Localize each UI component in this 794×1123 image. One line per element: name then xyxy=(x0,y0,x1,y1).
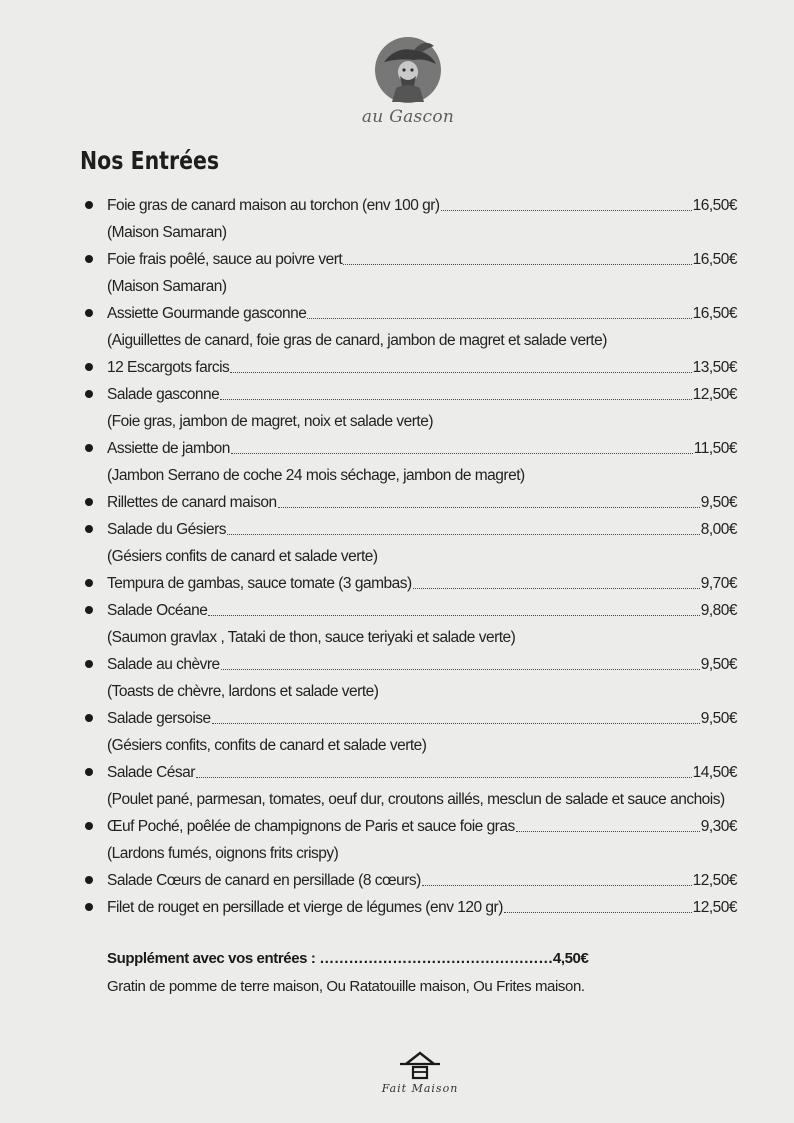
menu-item-row xyxy=(80,516,740,543)
menu-item-line xyxy=(107,354,737,381)
menu-item-price: 9,70€ xyxy=(700,574,737,592)
menu-item-line xyxy=(107,894,737,921)
menu-item-row xyxy=(80,570,740,597)
menu-item-description: (Foie gras, jambon de magret, noix et salade verte) xyxy=(107,413,434,430)
menu-item xyxy=(80,570,740,597)
menu-item-price: 12,50€ xyxy=(692,898,737,916)
menu-item xyxy=(80,705,740,759)
menu-item-name: Salade gasconne xyxy=(107,385,220,403)
bullet-icon xyxy=(85,390,93,398)
bullet-icon xyxy=(85,876,93,884)
bullet-icon xyxy=(85,714,93,722)
supplement-line xyxy=(107,950,588,967)
menu-item-line xyxy=(107,867,737,894)
logo xyxy=(356,36,460,127)
menu-item-price: 9,50€ xyxy=(700,493,737,511)
menu-item-description: (Gésiers confits, confits de canard et salade verte) xyxy=(107,737,427,754)
supplement-dots: ………………………………………… xyxy=(319,950,553,967)
menu-item xyxy=(80,381,740,435)
menu-item-name: Salade gersoise xyxy=(107,709,211,727)
menu-item-name: Assiette Gourmande gasconne xyxy=(107,304,307,322)
menu-item-description: (Saumon gravlax , Tataki de thon, sauce teriyaki et salade verte) xyxy=(107,629,516,646)
menu-item-name: Salade au chèvre xyxy=(107,655,220,673)
menu-item-price: 11,50€ xyxy=(693,439,737,457)
menu-item xyxy=(80,489,740,516)
menu-item-price: 13,50€ xyxy=(692,358,737,376)
supplement-price: 4,50€ xyxy=(552,950,589,967)
menu-item xyxy=(80,759,740,813)
dot-leader xyxy=(307,317,691,319)
menu-item-line xyxy=(107,246,737,273)
menu-item-description: (Lardons fumés, oignons frits crispy) xyxy=(107,845,339,862)
menu-item-price: 16,50€ xyxy=(692,304,737,322)
menu-item-line xyxy=(107,192,737,219)
menu-item-line xyxy=(107,570,737,597)
menu-item xyxy=(80,246,740,300)
menu-item-row xyxy=(80,651,740,678)
menu-item-line xyxy=(107,705,737,732)
menu-item-description: (Maison Samaran) xyxy=(107,224,227,241)
sides-options: Gratin de pomme de terre maison, Ou Ratatouille maison, Ou Frites maison. xyxy=(107,978,585,995)
bullet-icon xyxy=(85,903,93,911)
bullet-icon xyxy=(85,579,93,587)
menu-item-name: Foie frais poêlé, sauce au poivre vert xyxy=(107,250,343,268)
menu-item-name: Assiette de jambon xyxy=(107,439,230,457)
supplement-label: Supplément avec vos entrées : xyxy=(107,950,320,967)
dot-leader xyxy=(413,587,700,589)
menu-item-row xyxy=(80,354,740,381)
dot-leader xyxy=(221,668,700,670)
menu-item xyxy=(80,192,740,246)
menu-item-price: 16,50€ xyxy=(692,250,737,268)
menu-item-row xyxy=(80,597,740,624)
dot-leader xyxy=(208,614,699,616)
menu-list xyxy=(80,192,740,921)
menu-item-row xyxy=(80,192,740,219)
menu-item-name: Foie gras de canard maison au torchon (env 100 gr) xyxy=(107,196,440,214)
menu-item-price: 9,50€ xyxy=(700,655,737,673)
dot-leader xyxy=(441,209,692,211)
house-icon xyxy=(398,1050,442,1080)
menu-item-row xyxy=(80,381,740,408)
menu-item xyxy=(80,894,740,921)
menu-item-line xyxy=(107,489,737,516)
menu-item-price: 8,00€ xyxy=(700,520,737,538)
menu-item-name: Rillettes de canard maison xyxy=(107,493,277,511)
dot-leader xyxy=(220,398,691,400)
menu-item-line xyxy=(107,381,737,408)
bullet-icon xyxy=(85,363,93,371)
menu-item-description: (Gésiers confits de canard et salade verte) xyxy=(107,548,378,565)
menu-item-description: (Poulet pané, parmesan, tomates, oeuf dur, croutons aillés, mesclun de salade et sauce anchois) xyxy=(107,791,725,808)
bullet-icon xyxy=(85,498,93,506)
menu-item-row xyxy=(80,759,740,786)
bullet-icon xyxy=(85,444,93,452)
menu-item-row xyxy=(80,246,740,273)
bullet-icon xyxy=(85,201,93,209)
dot-leader xyxy=(212,722,700,724)
menu-item xyxy=(80,813,740,867)
menu-item-name: 12 Escargots farcis xyxy=(107,358,230,376)
bullet-icon xyxy=(85,768,93,776)
bullet-icon xyxy=(85,309,93,317)
dot-leader xyxy=(227,533,700,535)
bullet-icon xyxy=(85,822,93,830)
dot-leader xyxy=(278,506,700,508)
bullet-icon xyxy=(85,525,93,533)
menu-item-description: (Toasts de chèvre, lardons et salade verte) xyxy=(107,683,379,700)
menu-item-name: Salade Océane xyxy=(107,601,208,619)
dot-leader xyxy=(504,911,692,913)
menu-item xyxy=(80,354,740,381)
menu-item xyxy=(80,651,740,705)
dot-leader xyxy=(422,884,692,886)
menu-item-line xyxy=(107,435,737,462)
menu-item-row xyxy=(80,489,740,516)
menu-item-row xyxy=(80,894,740,921)
menu-item-name: Salade du Gésiers xyxy=(107,520,227,538)
menu-item-line xyxy=(107,651,737,678)
dot-leader xyxy=(343,263,691,265)
menu-item xyxy=(80,300,740,354)
menu-item-line xyxy=(107,813,737,840)
menu-item-row xyxy=(80,435,740,462)
menu-item xyxy=(80,597,740,651)
menu-item-price: 12,50€ xyxy=(692,871,737,889)
menu-item-price: 12,50€ xyxy=(692,385,737,403)
menu-item-name: Tempura de gambas, sauce tomate (3 gambas) xyxy=(107,574,412,592)
menu-item-price: 14,50€ xyxy=(692,763,737,781)
menu-item-row xyxy=(80,300,740,327)
dot-leader xyxy=(231,452,693,454)
menu-item-price: 16,50€ xyxy=(692,196,737,214)
menu-item-line xyxy=(107,759,737,786)
menu-item-price: 9,30€ xyxy=(700,817,737,835)
menu-item-name: Salade César xyxy=(107,763,195,781)
bullet-icon xyxy=(85,606,93,614)
menu-item-line xyxy=(107,516,737,543)
menu-item-description: (Maison Samaran) xyxy=(107,278,227,295)
menu-item-name: Filet de rouget en persillade et vierge de légumes (env 120 gr) xyxy=(107,898,503,916)
menu-item-line xyxy=(107,597,737,624)
menu-item-description: (Aiguillettes de canard, foie gras de canard, jambon de magret et salade verte) xyxy=(107,332,607,349)
bullet-icon xyxy=(85,660,93,668)
bullet-icon xyxy=(85,255,93,263)
menu-item-price: 9,80€ xyxy=(700,601,737,619)
menu-item xyxy=(80,867,740,894)
section-title: Nos Entrées xyxy=(80,146,220,175)
menu-item xyxy=(80,516,740,570)
fait-maison-label: Fait Maison xyxy=(381,1082,459,1095)
menu-item-line xyxy=(107,300,737,327)
menu-item-row xyxy=(80,705,740,732)
musketeer-icon xyxy=(374,36,442,104)
dot-leader xyxy=(196,776,692,778)
brand-name: au Gascon xyxy=(361,107,455,127)
menu-item xyxy=(80,435,740,489)
menu-item-price: 9,50€ xyxy=(700,709,737,727)
menu-item-description: (Jambon Serrano de coche 24 mois séchage, jambon de magret) xyxy=(107,467,525,484)
dot-leader xyxy=(516,830,700,832)
menu-item-row xyxy=(80,867,740,894)
menu-item-name: Salade Cœurs de canard en persillade (8 cœurs) xyxy=(107,871,421,889)
fait-maison-badge xyxy=(370,1050,470,1095)
menu-item-name: Œuf Poché, poêlée de champignons de Paris et sauce foie gras xyxy=(107,817,515,835)
menu-item-row xyxy=(80,813,740,840)
dot-leader xyxy=(230,371,691,373)
